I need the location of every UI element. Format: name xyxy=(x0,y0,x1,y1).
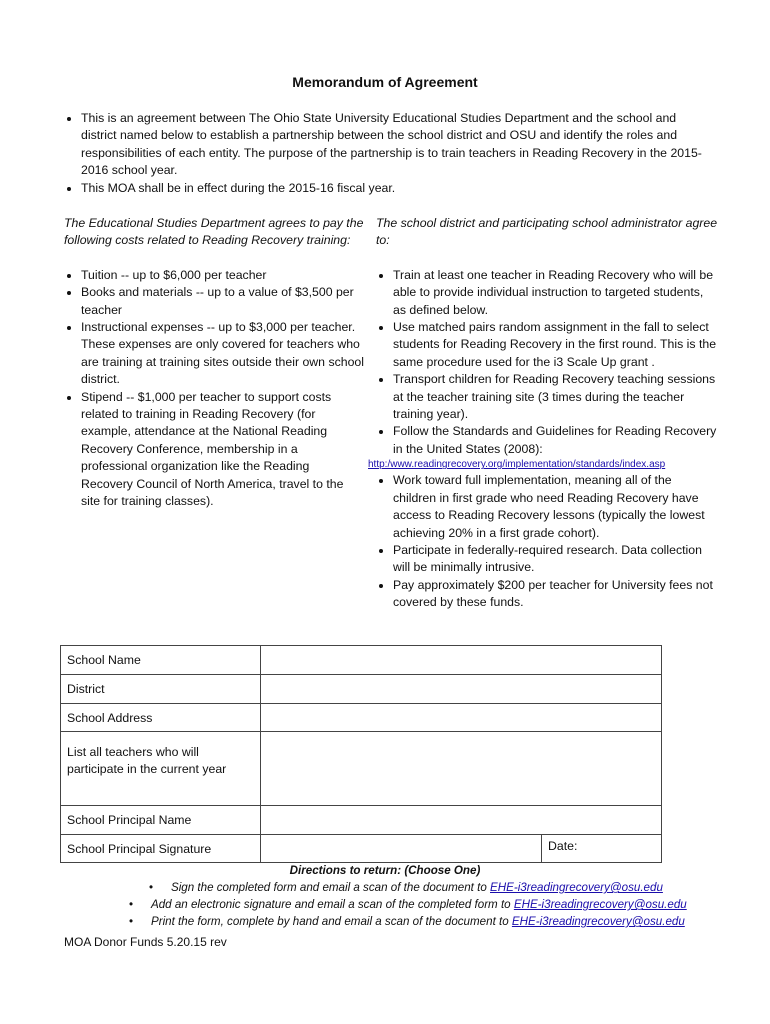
date-field[interactable] xyxy=(542,835,662,863)
cost-item: • Stipend -- $1,000 per teacher to support costs related to training in Reading Recovery (for example, attendance at the National Reading Recovery Conference, membership in a professional organization like the Reading Recovery Council of North America, travel to the site for training classes). xyxy=(81,389,364,511)
bullet-icon: • xyxy=(149,881,154,894)
direction-text: Print the form, complete by hand and email a scan of the document to xyxy=(151,915,512,928)
obligation-item: • Transport children for Reading Recovery teaching sessions at the teacher training site (3 times during the teacher training year). xyxy=(393,371,718,423)
obligation-item: • Use matched pairs random assignment in the fall to select students for Reading Recovery in the first round. This is the same procedure used for the i3 Scale Up grant . xyxy=(393,319,718,371)
school-name-label: School Name xyxy=(61,646,261,675)
district-field[interactable] xyxy=(261,675,662,704)
intro-item: • This MOA shall be in effect during the 2015-16 fiscal year. xyxy=(81,180,714,197)
principal-signature-label: School Principal Signature xyxy=(61,835,261,863)
cost-item: • Tuition -- up to $6,000 per teacher xyxy=(81,267,364,284)
document-title: Memorandum of Agreement xyxy=(292,74,478,90)
email-link[interactable]: EHE-i3readingrecovery@osu.edu xyxy=(513,898,687,911)
district-heading: The school district and participating school administrator agree to: xyxy=(376,216,718,248)
teachers-field[interactable] xyxy=(261,732,662,806)
direction-item xyxy=(149,879,663,896)
cost-item: • Instructional expenses -- up to $3,000 per teacher. These expenses are only covered for teachers who are training at training sites outside their own school district. xyxy=(81,319,364,389)
obligation-item: • Follow the Standards and Guidelines for Reading Recovery in the United States (2008): xyxy=(393,423,718,458)
department-obligations xyxy=(64,215,364,511)
directions-title: Directions to return: (Choose One) xyxy=(289,864,481,877)
revision-footer: MOA Donor Funds 5.20.15 rev xyxy=(64,935,227,949)
obligation-item: • Pay approximately $200 per teacher for University fees not covered by these funds. xyxy=(393,577,718,612)
obligation-item: • Train at least one teacher in Reading Recovery who will be able to provide individual instruction to targeted students, as defined below. xyxy=(393,267,718,319)
intro-section xyxy=(64,110,714,197)
district-obligations xyxy=(368,215,718,612)
date-label: Date: xyxy=(548,839,578,853)
direction-text: Sign the completed form and email a scan of the document to xyxy=(171,881,491,894)
school-name-field[interactable] xyxy=(261,646,662,675)
intro-item: • This is an agreement between The Ohio State University Educational Studies Department and the school and district named below to establish a partnership between the school district and OSU and identify the roles and responsibilities of each entity. The purpose of the partnership is to train teachers in Reading Recovery in the 2015-2016 school year. xyxy=(81,110,714,180)
school-address-field[interactable] xyxy=(261,704,662,732)
teachers-label: List all teachers who will participate in the current year xyxy=(61,732,261,806)
principal-name-label: School Principal Name xyxy=(61,806,261,835)
cost-item: • Books and materials -- up to a value of $3,500 per teacher xyxy=(81,284,364,319)
direction-text: Add an electronic signature and email a scan of the completed form to xyxy=(151,898,514,911)
bullet-icon: • xyxy=(129,915,134,928)
school-info-form xyxy=(60,645,662,863)
direction-item xyxy=(129,913,685,930)
email-link[interactable]: EHE-i3readingrecovery@osu.edu xyxy=(490,881,663,894)
obligation-item: • Work toward full implementation, meaning all of the children in first grade who need Reading Recovery have access to Reading Recovery lessons (typically the lowest achieving 20% in a first grade cohort). xyxy=(393,472,718,542)
standards-url-line xyxy=(368,458,718,472)
school-address-label: School Address xyxy=(61,704,261,732)
department-heading: The Educational Studies Department agrees to pay the following costs related to Reading Recovery training: xyxy=(64,216,364,248)
bullet-icon: • xyxy=(129,898,134,911)
standards-link[interactable]: http:/www.readingrecovery.org/implementation/standards/index.asp xyxy=(368,459,666,471)
return-directions xyxy=(0,862,770,928)
principal-name-field[interactable] xyxy=(261,806,662,835)
district-label: District xyxy=(61,675,261,704)
principal-signature-field[interactable] xyxy=(261,835,542,863)
email-link[interactable]: EHE-i3readingrecovery@osu.edu xyxy=(511,915,685,928)
obligation-item: • Participate in federally-required research. Data collection will be minimally intrusive. xyxy=(393,542,718,577)
direction-item xyxy=(129,896,687,913)
